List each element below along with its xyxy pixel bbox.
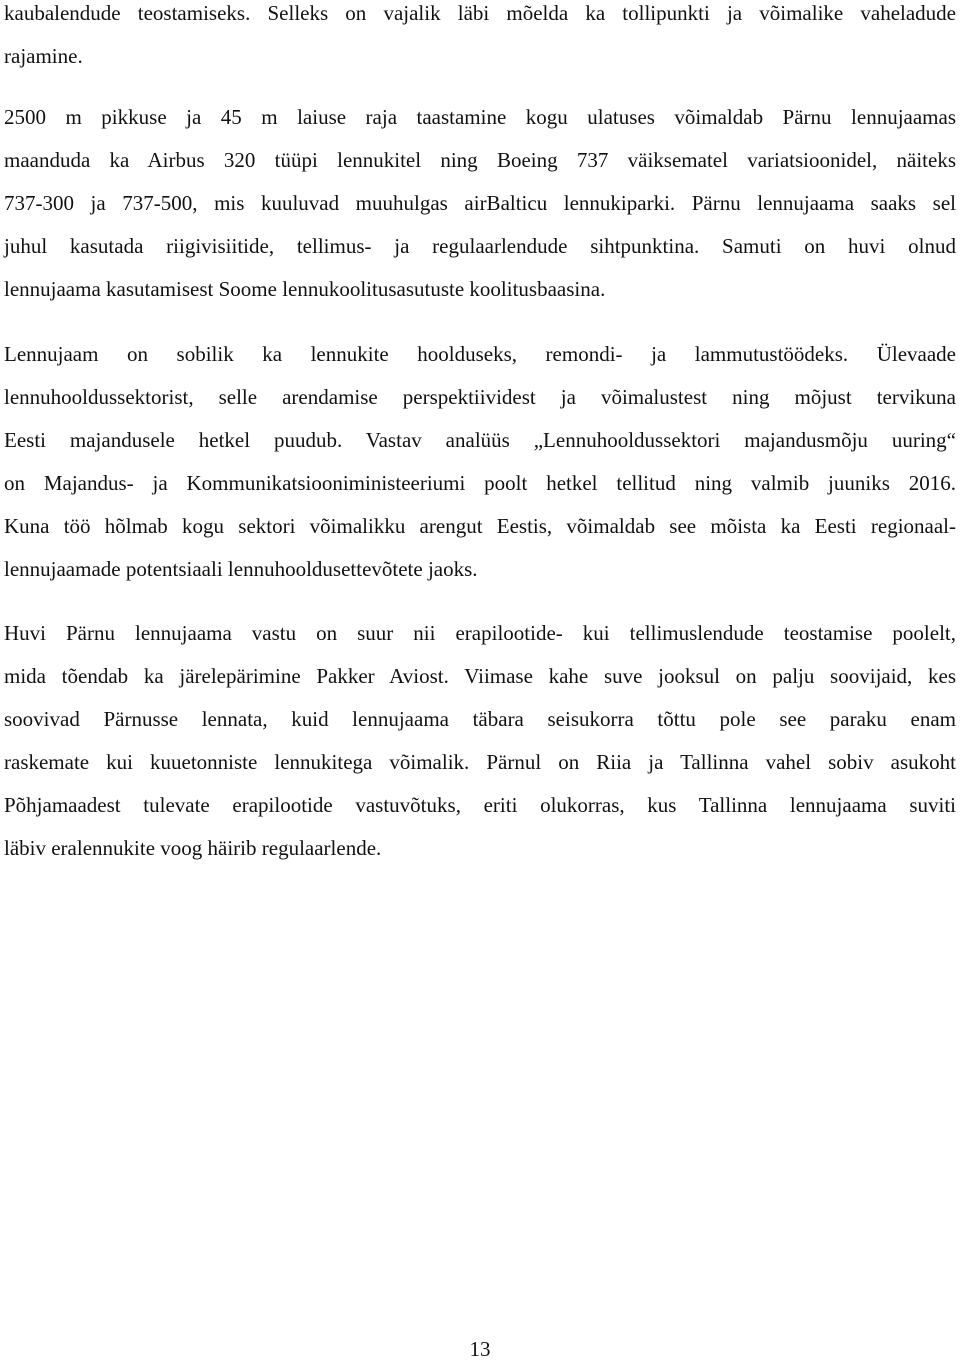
paragraph-line: Eesti majandusele hetkel puudub. Vastav analüüs „Lennuhooldussektori majandusmõju uuring“ bbox=[4, 428, 956, 452]
paragraph-line: lennuhooldussektorist, selle arendamise perspektiividest ja võimalustest ning mõjust tervikuna bbox=[4, 385, 956, 409]
paragraph-line: Lennujaam on sobilik ka lennukite hoolduseks, remondi- ja lammutustöödeks. Ülevaade bbox=[4, 342, 956, 366]
paragraph-1 bbox=[4, 0, 956, 78]
paragraph-line: soovivad Pärnusse lennata, kuid lennujaama täbara seisukorra tõttu pole see paraku enam bbox=[4, 707, 956, 731]
page-number: 13 bbox=[469, 1337, 491, 1361]
paragraph-line: läbiv eralennukite voog häirib regulaarlende. bbox=[4, 836, 382, 860]
paragraph-line: rajamine. bbox=[4, 44, 83, 68]
paragraph-line: maanduda ka Airbus 320 tüüpi lennukitel ning Boeing 737 väiksematel variatsioonidel, näiteks bbox=[4, 148, 956, 172]
paragraph-line: 737-300 ja 737-500, mis kuuluvad muuhulgas airBalticu lennukiparki. Pärnu lennujaama saaks sel bbox=[4, 191, 956, 215]
paragraph-line: lennujaamade potentsiaali lennuhooldusettevõtete jaoks. bbox=[4, 557, 478, 581]
paragraph-line: Kuna töö hõlmab kogu sektori võimalikku arengut Eestis, võimaldab see mõista ka Eesti regionaal- bbox=[4, 514, 956, 538]
paragraph-line: mida tõendab ka järelepärimine Pakker Aviost. Viimase kahe suve jooksul on palju soovijaid, kes bbox=[4, 664, 956, 688]
paragraph-4 bbox=[4, 612, 956, 870]
paragraph-line: juhul kasutada riigivisiitide, tellimus- ja regulaarlendude sihtpunktina. Samuti on huvi olnud bbox=[4, 234, 956, 258]
paragraph-line: kaubalendude teostamiseks. Selleks on vajalik läbi mõelda ka tollipunkti ja võimalike vaheladude bbox=[4, 1, 956, 25]
paragraph-line: raskemate kui kuuetonniste lennukitega võimalik. Pärnul on Riia ja Tallinna vahel sobiv asukoht bbox=[4, 750, 956, 774]
paragraph-line: 2500 m pikkuse ja 45 m laiuse raja taastamine kogu ulatuses võimaldab Pärnu lennujaamas bbox=[4, 105, 956, 129]
paragraph-line: Huvi Pärnu lennujaama vastu on suur nii erapilootide- kui tellimuslendude teostamise poolelt, bbox=[4, 621, 956, 645]
paragraph-line: on Majandus- ja Kommunikatsiooniministeeriumi poolt hetkel tellitud ning valmib juuniks 2016. bbox=[4, 471, 956, 495]
paragraph-3 bbox=[4, 333, 956, 591]
paragraph-line: lennujaama kasutamisest Soome lennukoolitusasutuste koolitusbaasina. bbox=[4, 277, 606, 301]
paragraph-line: Põhjamaadest tulevate erapilootide vastuvõtuks, eriti olukorras, kus Tallinna lennujaama suviti bbox=[4, 793, 956, 817]
paragraph-2 bbox=[4, 96, 956, 311]
